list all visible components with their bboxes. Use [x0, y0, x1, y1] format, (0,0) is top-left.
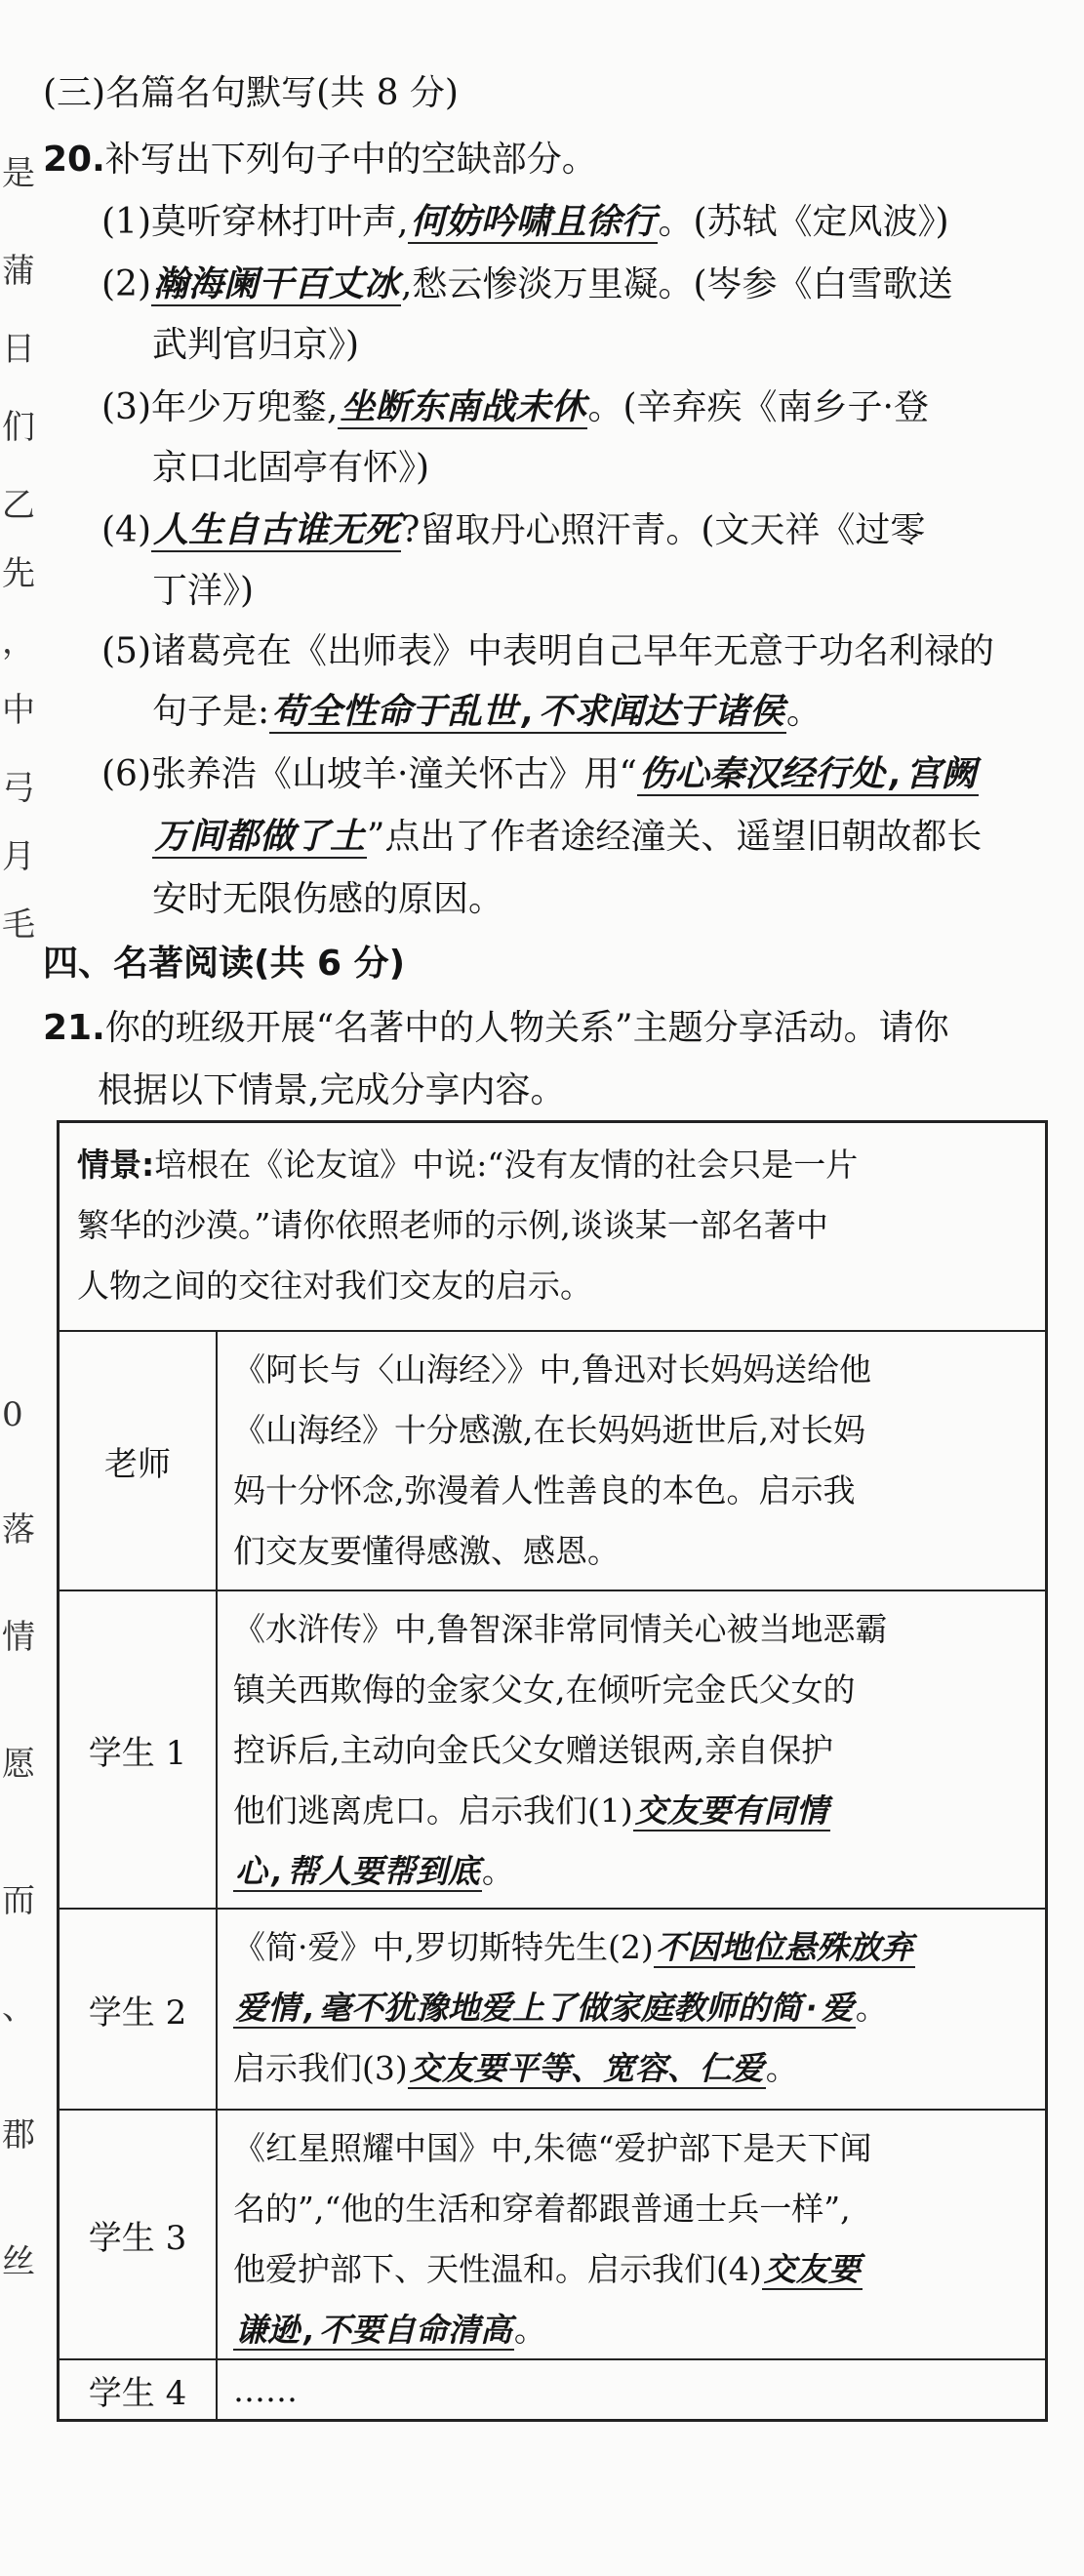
margin-char: 、 — [2, 1989, 35, 2028]
item-text: 。(苏轼《定风波》) — [658, 202, 949, 242]
margin-char: 先 — [2, 554, 35, 593]
margin-char: 情 — [2, 1618, 35, 1657]
table-row-student3 — [60, 2109, 1045, 2358]
handwritten-answer: 交友要平等、宽容、仁爱 — [409, 2049, 764, 2087]
section3-title: (三)名篇名句默写(共 8 分) — [43, 73, 459, 113]
q20-item-6-cont2: 安时无限伤感的原因。 — [152, 879, 504, 919]
item-text: ,愁云惨淡万里凝。(岑参《白雪歌送 — [401, 264, 953, 304]
content-text: 。 — [481, 1852, 514, 1890]
margin-char: 是 — [2, 154, 35, 193]
item-text: (6)张养浩《山坡羊·潼关怀古》用“ — [101, 754, 637, 794]
item-text: (2) — [101, 264, 151, 304]
left-margin-bleed-marks — [0, 0, 35, 2576]
q20-item-4 — [101, 507, 925, 554]
content-text: 他爱护部下、天性温和。启示我们(4) — [233, 2250, 762, 2288]
margin-char: 中 — [2, 691, 35, 730]
content-text: 《简·爱》中,罗切斯特先生(2) — [233, 1928, 654, 1966]
item-text: (1)莫听穿林打叶声, — [101, 202, 409, 242]
q21-prompt-text: 你的班级开展“名著中的人物关系”主题分享活动。请你 — [104, 1008, 949, 1048]
scene-label: 情景: — [77, 1146, 155, 1184]
q21-prompt — [43, 1005, 949, 1052]
item-text: ?留取丹心照汗青。(文天祥《过零 — [401, 510, 926, 550]
q20-prompt — [43, 137, 597, 183]
q20-item-2-cont: 武判官归京》) — [152, 325, 360, 365]
margin-char: 郡 — [2, 2115, 35, 2154]
row-content — [233, 1917, 1031, 2099]
handwritten-answer: 人生自古谁无死 — [153, 510, 400, 550]
q20-item-3-cont: 京口北固亭有怀》) — [152, 448, 430, 488]
margin-char: ， — [2, 623, 35, 662]
margin-char: 愿 — [2, 1745, 35, 1784]
margin-char: 乙 — [2, 486, 35, 525]
content-text: 他们逃离虎口。启示我们(1) — [233, 1791, 633, 1830]
scene-line: 繁华的沙漠。”请你依照老师的示例,谈谈某一部名著中 — [77, 1206, 828, 1244]
margin-char: 毛 — [2, 906, 35, 945]
sharing-table — [57, 1120, 1048, 2422]
content-line: 控诉后,主动向金氏父女赠送银两,亲自保护 — [233, 1731, 833, 1769]
q20-prompt-text: 补写出下列句子中的空缺部分。 — [104, 140, 597, 180]
table-row-teacher — [60, 1330, 1045, 1590]
q21-prompt-cont: 根据以下情景,完成分享内容。 — [98, 1070, 566, 1110]
handwritten-answer: 苟全性命于乱世,不求闻达于诸侯 — [271, 692, 784, 732]
handwritten-answer: 交友要 — [763, 2250, 861, 2288]
q20-number: 20. — [43, 140, 105, 180]
row-label: 学生 1 — [60, 1591, 218, 1908]
content-line: 《山海经》十分感激,在长妈妈逝世后,对长妈 — [233, 1411, 865, 1449]
table-row-student1 — [60, 1590, 1045, 1908]
row-content — [233, 1599, 1031, 1902]
item-text: ”点出了作者途经潼关、遥望旧朝故都长 — [367, 817, 983, 857]
item-text: (4) — [101, 510, 151, 550]
q20-item-3 — [101, 384, 929, 431]
margin-char: 落 — [2, 1510, 35, 1550]
row-label: 学生 4 — [60, 2360, 218, 2419]
margin-char: 0 — [2, 1395, 23, 1434]
content-line: 名的”,“他的生活和穿着都跟普通士兵一样”, — [233, 2190, 851, 2228]
q20-item-2 — [101, 262, 953, 308]
margin-char: 丝 — [2, 2242, 35, 2281]
scene-line: 培根在《论友谊》中说:“没有友情的社会只是一片 — [154, 1146, 859, 1184]
content-line: 《水浒传》中,鲁智深非常同情关心被当地恶霸 — [233, 1610, 888, 1648]
handwritten-answer: 瀚海阑干百丈冰 — [153, 264, 400, 304]
content-text: 。 — [855, 1989, 888, 2027]
q20-item-6-cont — [152, 814, 982, 861]
content-text: 启示我们(3) — [233, 2049, 408, 2087]
handwritten-answer: 坐断东南战未休 — [340, 387, 586, 427]
margin-char: 们 — [2, 408, 35, 447]
margin-char: 日 — [2, 330, 35, 369]
q21-number: 21. — [43, 1008, 105, 1048]
handwritten-answer: 心,帮人要帮到底 — [235, 1852, 480, 1890]
q20-item-5-cont — [152, 689, 822, 736]
content-line: 妈十分怀念,弥漫着人性善良的本色。启示我 — [233, 1471, 856, 1509]
item-text: (3)年少万兜鍪, — [101, 387, 339, 427]
row-label: 学生 3 — [60, 2111, 218, 2358]
content-line: 镇关西欺侮的金家父女,在倾听完金氏父女的 — [233, 1670, 856, 1709]
scene-line: 人物之间的交往对我们交友的启示。 — [77, 1267, 592, 1305]
row-content — [233, 1340, 1031, 1582]
table-row-student2 — [60, 1908, 1045, 2109]
q20-item-5: (5)诸葛亮在《出师表》中表明自己早年无意于功名利禄的 — [101, 631, 994, 671]
handwritten-answer: 万间都做了土 — [154, 817, 366, 857]
scene-text — [77, 1135, 1031, 1316]
content-text: 。 — [765, 2049, 798, 2087]
margin-char: 月 — [2, 837, 35, 876]
handwritten-answer: 交友要有同情 — [634, 1791, 828, 1830]
row-content — [233, 2360, 1031, 2421]
content-line: 们交友要懂得感激、感恩。 — [233, 1532, 620, 1570]
row-content — [233, 2118, 1031, 2360]
q20-item-6 — [101, 751, 979, 798]
margin-char: 而 — [2, 1881, 35, 1920]
handwritten-answer: 不因地位悬殊放弃 — [655, 1928, 913, 1966]
content-line: 《红星照耀中国》中,朱德“爱护部下是天下闻 — [233, 2129, 872, 2167]
content-text: 。 — [513, 2311, 546, 2349]
handwritten-answer: 爱情,毫不犹豫地爱上了做家庭教师的简·爱 — [235, 1989, 854, 2027]
q20-item-1 — [101, 199, 949, 246]
handwritten-answer: 何妨吟啸且徐行 — [410, 202, 657, 242]
handwritten-answer: 谦逊,不要自命清高 — [235, 2311, 512, 2349]
item-text: 。(辛弃疾《南乡子·登 — [587, 387, 929, 427]
row-label: 老师 — [60, 1332, 218, 1590]
section4-title: 四、名著阅读(共 6 分) — [43, 944, 406, 984]
content-line: 《阿长与〈山海经〉》中,鲁迅对长妈妈送给他 — [233, 1350, 871, 1389]
row-label: 学生 2 — [60, 1910, 218, 2109]
margin-char: 弓 — [2, 769, 35, 808]
content-line: …… — [233, 2371, 298, 2409]
q20-item-4-cont: 丁洋》) — [152, 571, 255, 611]
item-text: 句子是: — [152, 692, 270, 732]
margin-char: 蒲 — [2, 252, 35, 291]
table-row-student4 — [60, 2358, 1045, 2419]
item-text: 。 — [785, 692, 822, 732]
scene-row — [60, 1123, 1045, 1330]
handwritten-answer: 伤心秦汉经行处,宫阙 — [638, 754, 977, 794]
